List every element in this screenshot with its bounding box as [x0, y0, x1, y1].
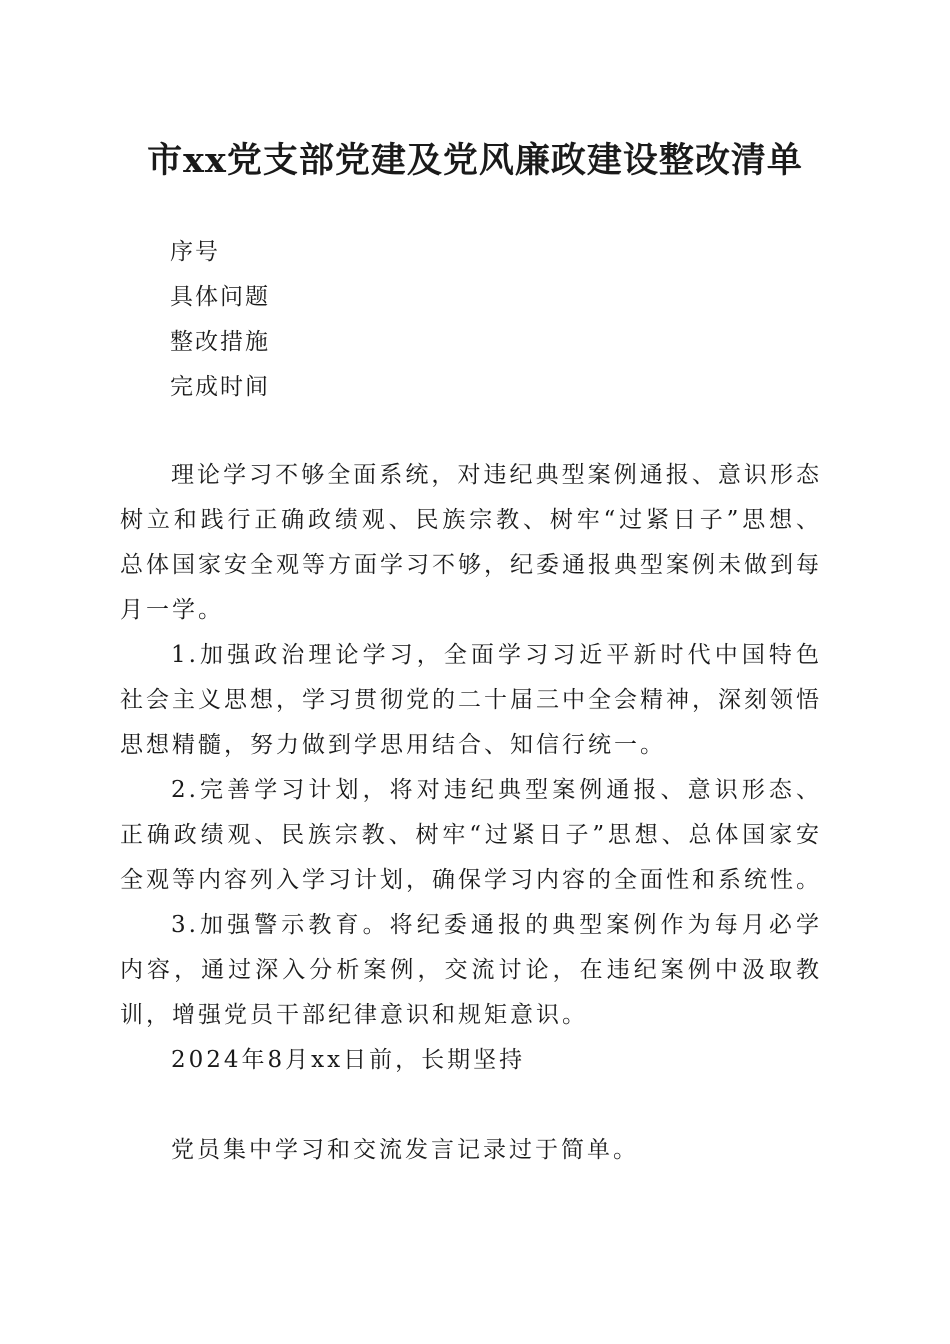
problem-2-text: 党员集中学习和交流发言记录过于简单。 [171, 1137, 639, 1163]
problem-1-text: 理论学习不够全面系统，对违纪典型案例通报、意识形态树立和践行正确政绩观、民族宗教、树牢“过紧日子”思想、总体国家安全观等方面学习不够，纪委通报典型案例未做到每月一学。 [120, 462, 822, 623]
header-completion-time: 完成时间 [170, 374, 270, 400]
document-title: 市xx党支部党建及党风廉政建设整改清单 [147, 140, 803, 181]
header-specific-problem: 具体问题 [170, 284, 270, 310]
measure-1-text: 1.加强政治理论学习，全面学习习近平新时代中国特色社会主义思想，学习贯彻党的二十届三中全会精神，深刻领悟思想精髓，努力做到学思用结合、知信行统一。 [120, 642, 822, 758]
header-rectification-measures: 整改措施 [170, 329, 270, 355]
document-body [120, 453, 822, 1173]
header-serial-number: 序号 [170, 239, 220, 265]
measure-2-text: 2.完善学习计划，将对违纪典型案例通报、意识形态、正确政绩观、民族宗教、树牢“过紧日子”思想、总体国家安全观等内容列入学习计划，确保学习内容的全面性和系统性。 [120, 777, 822, 893]
table-headers [170, 230, 270, 410]
measure-3-text: 3.加强警示教育。将纪委通报的典型案例作为每月必学内容，通过深入分析案例，交流讨论，在违纪案例中汲取教训，增强党员干部纪律意识和规矩意识。 [120, 912, 822, 1028]
deadline-1-text: 2024年8月xx日前，长期坚持 [171, 1047, 526, 1073]
